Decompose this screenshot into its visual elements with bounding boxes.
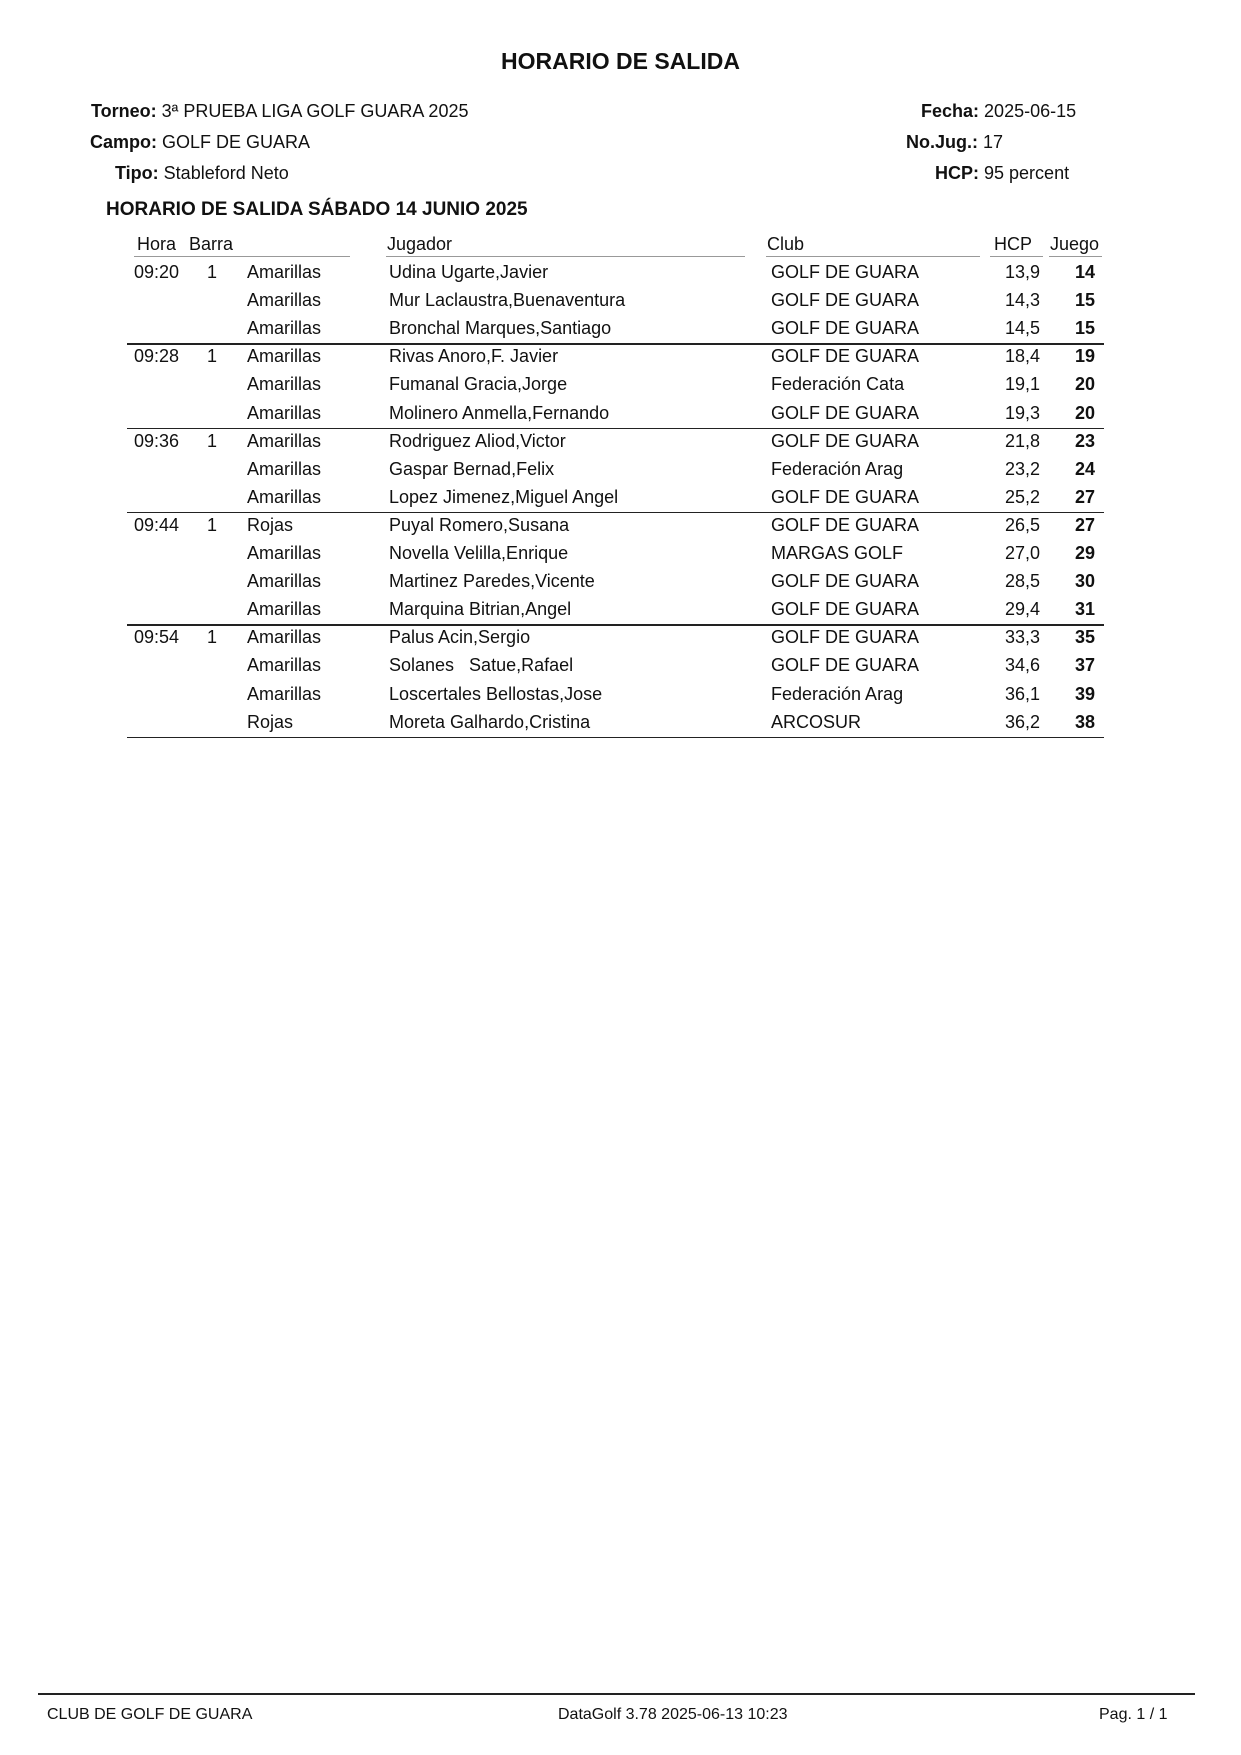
player-name: Solanes Satue,Rafael [389,655,574,676]
player-club: GOLF DE GUARA [771,402,920,423]
group-separator [127,624,1104,626]
player-hcp: 34,6 [1004,655,1040,676]
player-hcp: 27,0 [1004,543,1040,563]
table-row [0,599,1241,627]
tee-number: 1 [207,430,218,451]
table-row [0,627,1241,655]
player-club: Federación Cata [771,374,905,395]
player-hcp: 33,3 [1004,627,1040,648]
tee-color: Amarillas [247,683,322,704]
player-hcp: 19,3 [1004,402,1040,423]
tee-color: Rojas [247,514,294,535]
player-name: Novella Velilla,Enrique [389,543,569,563]
tee-color: Amarillas [247,346,322,367]
tee-color: Amarillas [247,486,322,507]
col-header-jugador: Jugador [387,234,453,254]
player-club: GOLF DE GUARA [771,599,920,620]
tee-color: Amarillas [247,571,322,592]
player-club: GOLF DE GUARA [771,514,920,535]
player-club: GOLF DE GUARA [771,571,920,592]
hcp-label: HCP: [935,163,979,183]
table-row [0,543,1241,571]
tee-color: Rojas [247,711,294,732]
tee-color: Amarillas [247,599,322,620]
tipo-value: Stableford Neto [163,163,289,183]
tee-color: Amarillas [247,430,322,451]
player-club: GOLF DE GUARA [771,318,920,339]
player-hcp: 21,8 [1004,430,1040,451]
player-club: GOLF DE GUARA [771,627,920,648]
player-playing-hcp: 23 [1074,430,1095,451]
tee-time: 09:44 [134,514,180,535]
player-hcp: 36,1 [1004,683,1040,704]
player-club: Federación Arag [771,683,904,704]
table-row [0,515,1241,543]
tee-time: 09:54 [134,627,180,648]
hcp-value: 95 percent [984,163,1070,183]
header-underline [1049,256,1102,257]
table-row [0,571,1241,599]
player-playing-hcp: 15 [1074,290,1095,311]
table-row [0,712,1241,740]
group-separator [127,343,1104,345]
footer-divider [38,1693,1195,1695]
player-hcp: 26,5 [1004,514,1040,535]
tee-color: Amarillas [247,627,322,648]
tee-number: 1 [207,514,218,535]
footer-club: CLUB DE GOLF DE GUARA [47,1706,253,1723]
player-name: Molinero Anmella,Fernando [389,402,610,423]
player-hcp: 25,2 [1004,486,1040,507]
player-name: Marquina Bitrian,Angel [389,599,572,620]
player-hcp: 36,2 [1004,711,1040,732]
campo-value: GOLF DE GUARA [162,132,311,152]
table-row [0,318,1241,346]
table-row [0,431,1241,459]
tee-time: 09:36 [134,430,180,451]
tee-color: Amarillas [247,655,322,676]
group-separator [127,428,1104,430]
col-header-juego: Juego [1050,234,1100,254]
tee-color: Amarillas [247,318,322,339]
player-hcp: 23,2 [1004,458,1040,479]
player-name: Fumanal Gracia,Jorge [389,374,568,395]
tee-color: Amarillas [247,374,322,395]
page-title: HORARIO DE SALIDA [501,48,740,74]
player-hcp: 13,9 [1004,262,1040,282]
player-name: Loscertales Bellostas,Jose [389,683,603,704]
footer-page: Pag. 1 / 1 [1099,1706,1168,1723]
header-underline [766,256,980,257]
player-club: Federación Arag [771,458,904,479]
player-hcp: 14,5 [1004,318,1040,339]
fecha-row [921,101,1076,122]
player-playing-hcp: 39 [1074,683,1095,704]
player-name: Gaspar Bernad,Felix [389,458,555,479]
player-name: Rodriguez Aliod,Victor [389,430,566,451]
campo-label: Campo: [90,132,157,152]
table-row [0,374,1241,402]
tee-time: 09:20 [134,262,180,282]
col-header-hcp: HCP [994,234,1033,254]
tipo-row [115,163,289,184]
torneo-label: Torneo: [91,101,157,121]
player-playing-hcp: 19 [1074,346,1095,367]
table-row [0,684,1241,712]
footer-software: DataGolf 3.78 2025-06-13 10:23 [558,1706,788,1723]
player-hcp: 19,1 [1004,374,1040,395]
fecha-value: 2025-06-15 [984,101,1077,121]
table-row [0,655,1241,683]
col-header-hora: Hora [137,234,177,254]
section-title: HORARIO DE SALIDA SÁBADO 14 JUNIO 2025 [106,199,528,220]
header-underline [990,256,1043,257]
player-playing-hcp: 37 [1074,655,1095,676]
player-playing-hcp: 27 [1074,486,1095,507]
tee-number: 1 [207,627,218,648]
tee-color: Amarillas [247,402,322,423]
player-name: Palus Acin,Sergio [389,627,531,648]
player-club: GOLF DE GUARA [771,346,920,367]
player-playing-hcp: 15 [1074,318,1095,339]
torneo-row [91,101,468,122]
player-hcp: 14,3 [1004,290,1040,311]
tee-number: 1 [207,262,218,282]
col-header-club: Club [767,234,805,254]
header-underline [386,256,745,257]
tee-number: 1 [207,346,218,367]
table-row [0,459,1241,487]
player-playing-hcp: 35 [1074,627,1095,648]
player-club: GOLF DE GUARA [771,486,920,507]
header-underline [134,256,350,257]
player-playing-hcp: 24 [1074,458,1095,479]
player-name: Mur Laclaustra,Buenaventura [389,290,626,311]
nojug-row [906,132,1003,153]
table-row [0,487,1241,515]
player-playing-hcp: 20 [1074,374,1095,395]
tee-time: 09:28 [134,346,180,367]
group-separator [127,512,1104,514]
player-club: GOLF DE GUARA [771,655,920,676]
tee-color: Amarillas [247,290,322,311]
player-name: Bronchal Marques,Santiago [389,318,612,339]
hcp-row [935,163,1069,184]
tipo-label: Tipo: [115,163,159,183]
nojug-value: 17 [983,132,1004,152]
campo-row [90,132,310,153]
player-hcp: 28,5 [1004,571,1040,592]
player-playing-hcp: 38 [1074,711,1095,732]
table-row [0,403,1241,431]
player-playing-hcp: 14 [1074,262,1095,282]
player-club: ARCOSUR [771,711,862,732]
tee-color: Amarillas [247,543,322,563]
tee-color: Amarillas [247,458,322,479]
nojug-label: No.Jug.: [906,132,978,152]
player-club: GOLF DE GUARA [771,262,920,282]
table-row [0,346,1241,374]
col-header-barra: Barra [189,234,234,254]
player-name: Udina Ugarte,Javier [389,262,549,282]
player-club: GOLF DE GUARA [771,290,920,311]
player-hcp: 18,4 [1004,346,1040,367]
player-playing-hcp: 31 [1074,599,1095,620]
player-name: Lopez Jimenez,Miguel Angel [389,486,619,507]
player-hcp: 29,4 [1004,599,1040,620]
torneo-value: 3ª PRUEBA LIGA GOLF GUARA 2025 [161,101,469,121]
player-playing-hcp: 30 [1074,571,1095,592]
fecha-label: Fecha: [921,101,980,121]
player-name: Puyal Romero,Susana [389,514,570,535]
table-row [0,262,1241,290]
player-club: GOLF DE GUARA [771,430,920,451]
player-club: MARGAS GOLF [771,543,904,563]
player-name: Moreta Galhardo,Cristina [389,711,591,732]
player-playing-hcp: 20 [1074,402,1095,423]
group-separator [127,737,1104,739]
table-row [0,290,1241,318]
tee-color: Amarillas [247,262,322,282]
player-name: Martinez Paredes,Vicente [389,571,595,592]
player-playing-hcp: 29 [1074,543,1095,563]
player-name: Rivas Anoro,F. Javier [389,346,559,367]
player-playing-hcp: 27 [1074,514,1095,535]
